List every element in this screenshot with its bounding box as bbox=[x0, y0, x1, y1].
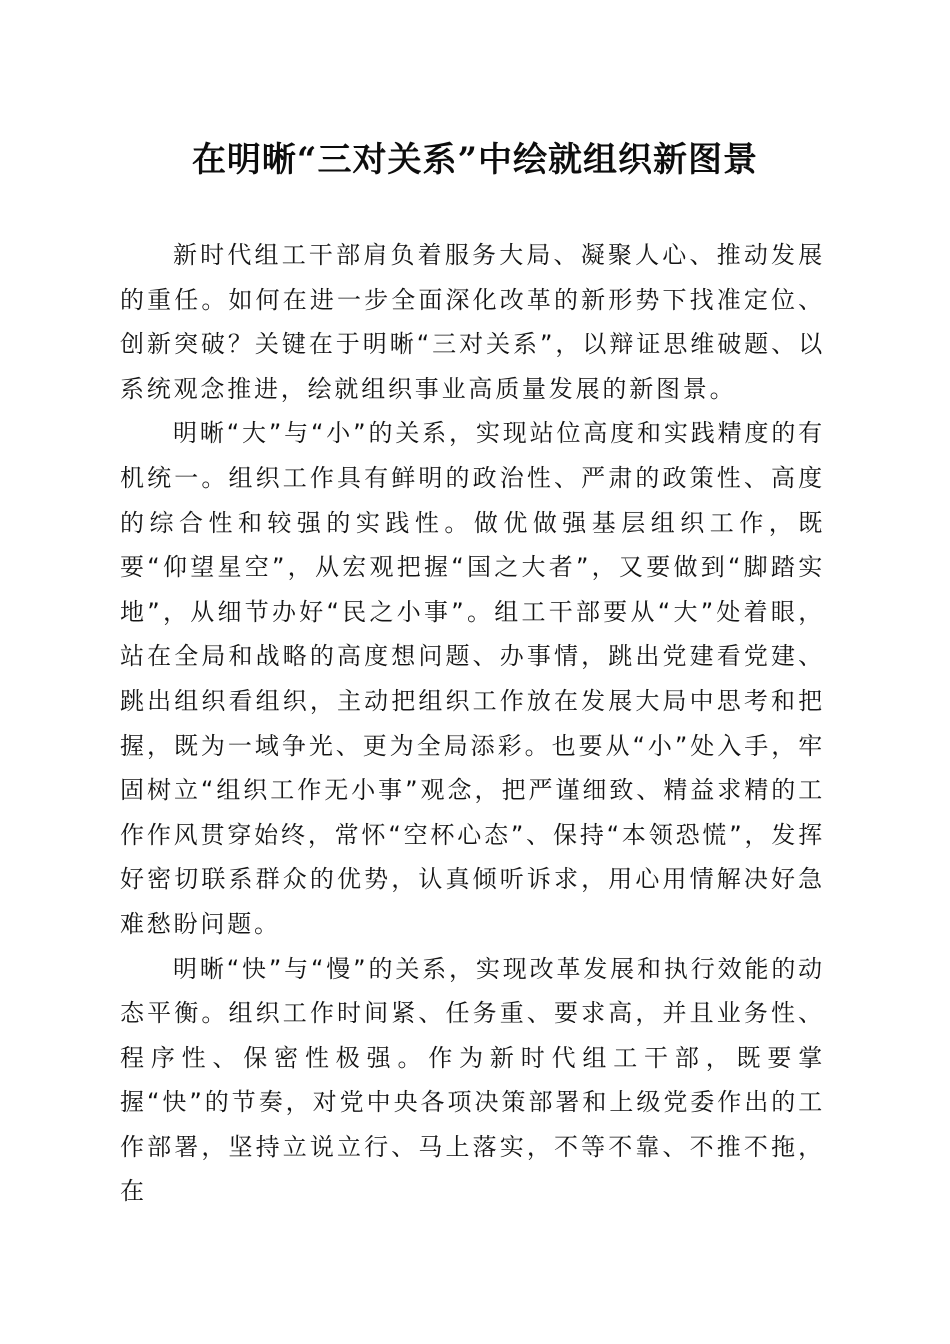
paragraph-fast-slow: 明晰“快”与“慢”的关系，实现改革发展和执行效能的动态平衡。组织工作时间紧、任务重、要求高，并且业务性、程序性、保密性极强。作为新时代组工干部，既要掌握“快”的节奏，对党中央各项决策部署和上级党委作出的工作部署，坚持立说立行、马上落实，不等不靠、不推不拖，在 bbox=[120, 954, 825, 1206]
document-title: 在明晰“三对关系”中绘就组织新图景 bbox=[191, 140, 759, 180]
paragraph-big-small: 明晰“大”与“小”的关系，实现站位高度和实践精度的有机统一。组织工作具有鲜明的政治性、严肃的政策性、高度的综合性和较强的实践性。做优做强基层组织工作，既要“仰望星空”，从宏观把握“国之大者”，又要做到“脚踏实地”，从细节办好“民之小事”。组工干部要从“大”处着眼，站在全局和战略的高度想问题、办事情，跳出党建看党建、跳出组织看组织，主动把组织工作放在发展大局中思考和把握，既为一域争光、更为全局添彩。也要从“小”处入手，牢固树立“组织工作无小事”观念，把严谨细致、精益求精的工作作风贯穿始终，常怀“空杯心态”、保持“本领恐慌”，发挥好密切联系群众的优势，认真倾听诉求，用心用情解决好急难愁盼问题。 bbox=[120, 419, 825, 938]
paragraph-intro: 新时代组工干部肩负着服务大局、凝聚人心、推动发展的重任。如何在进一步全面深化改革的新形势下找准定位、创新突破？关键在于明晰“三对关系”，以辩证思维破题、以系统观念推进，绘就组织事业高质量发展的新图景。 bbox=[120, 241, 825, 403]
document-body bbox=[120, 233, 825, 1214]
